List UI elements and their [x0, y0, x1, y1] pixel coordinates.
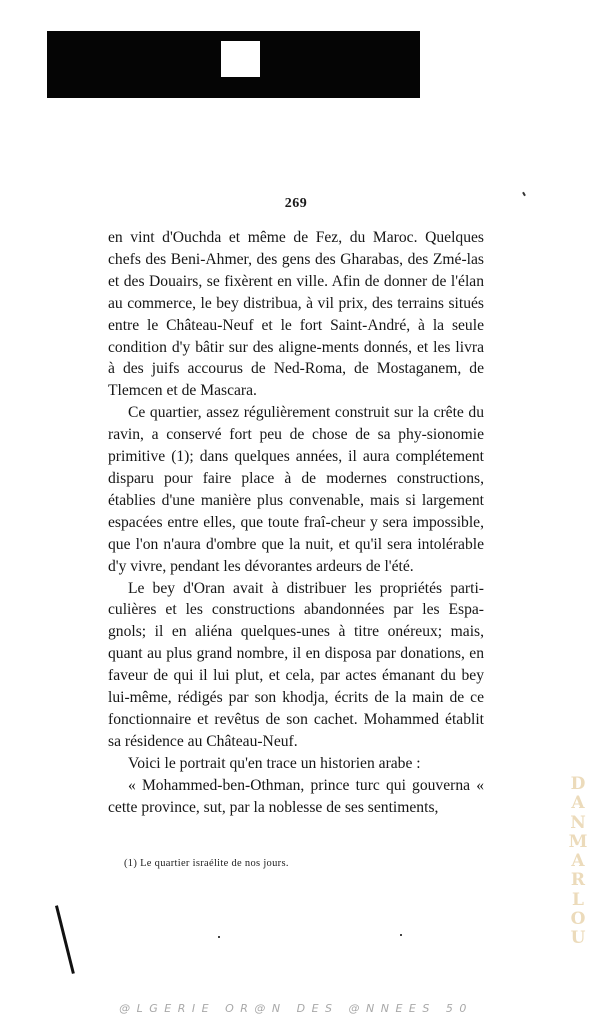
watermark-letter: A [571, 793, 585, 814]
watermark-letter: U [570, 928, 586, 949]
quote-paragraph: « Mohammed-ben-Othman, prince turc qui gouverna « cette province, sut, par la noblesse de ses sentiments, [108, 776, 484, 816]
page-number: 269 [284, 196, 308, 211]
scan-mark [55, 905, 75, 974]
watermark-bottom: @LGERIE OR@N DES @NNEES 50 [119, 1002, 473, 1015]
body-text [108, 227, 484, 818]
watermark-letter: O [570, 909, 586, 930]
watermark-letter: R [570, 870, 586, 891]
paragraph: Ce quartier, assez régulièrement construit sur la crête du ravin, a conservé fort peu de chose de sa phy-sionomie primitive (1); dans quelques années, il aura complétement disparu pour faire place à de modernes constructions, établies d'une manière plus convenable, mais si largement espacées entre elles, que toute fraî-cheur y sera impossible, que l'on n'aura d'ombre que la nuit, et qu'il sera intolérable d'y vivre, pendant les dévorantes ardeurs de l'été. [108, 404, 484, 575]
footnote: (1) Le quartier israélite de nos jours. [124, 858, 289, 869]
paragraph: Voici le portrait qu'en trace un historien arabe : [128, 754, 421, 772]
redaction-hole [221, 41, 260, 77]
watermark-letter: L [572, 889, 584, 910]
watermark-letter: N [570, 812, 586, 833]
paragraph: Le bey d'Oran avait à distribuer les propriétés parti-culières et les constructions abandonnées par les Espa-gnols; il en aliéna quelques-unes à titre onéreux; mais, quant au plus grand nombre, il en disposa par donations, en faveur de qui il lui plut, et cela, par actes émanant du bey lui-même, rédigés par son khodja, écrits de la main de ce fonctionnaire et revêtus de son cachet. Mohammed établit sa résidence au Château-Neuf. [108, 579, 484, 750]
watermark-vertical [566, 775, 590, 949]
scan-dot [400, 934, 402, 936]
watermark-letter: A [571, 851, 585, 872]
watermark-letter: D [570, 774, 586, 794]
watermark-letter: M [568, 831, 588, 852]
scan-dot [218, 936, 220, 938]
paragraph: en vint d'Ouchda et même de Fez, du Maroc. Quelques chefs des Beni-Ahmer, des gens des Gharabas, des Zmé-las et des Douairs, se fixèrent en ville. Afin de donner de l'élan au commerce, le bey distribua, à vil prix, des terrains situés entre le Château-Neuf et le fort Saint-André, à la seule condition d'y bâtir sur des aligne-ments donnés, et les livra à des juifs accourus de Ned-Roma, de Mostaganem, de Tlemcen et de Mascara. [108, 229, 484, 400]
